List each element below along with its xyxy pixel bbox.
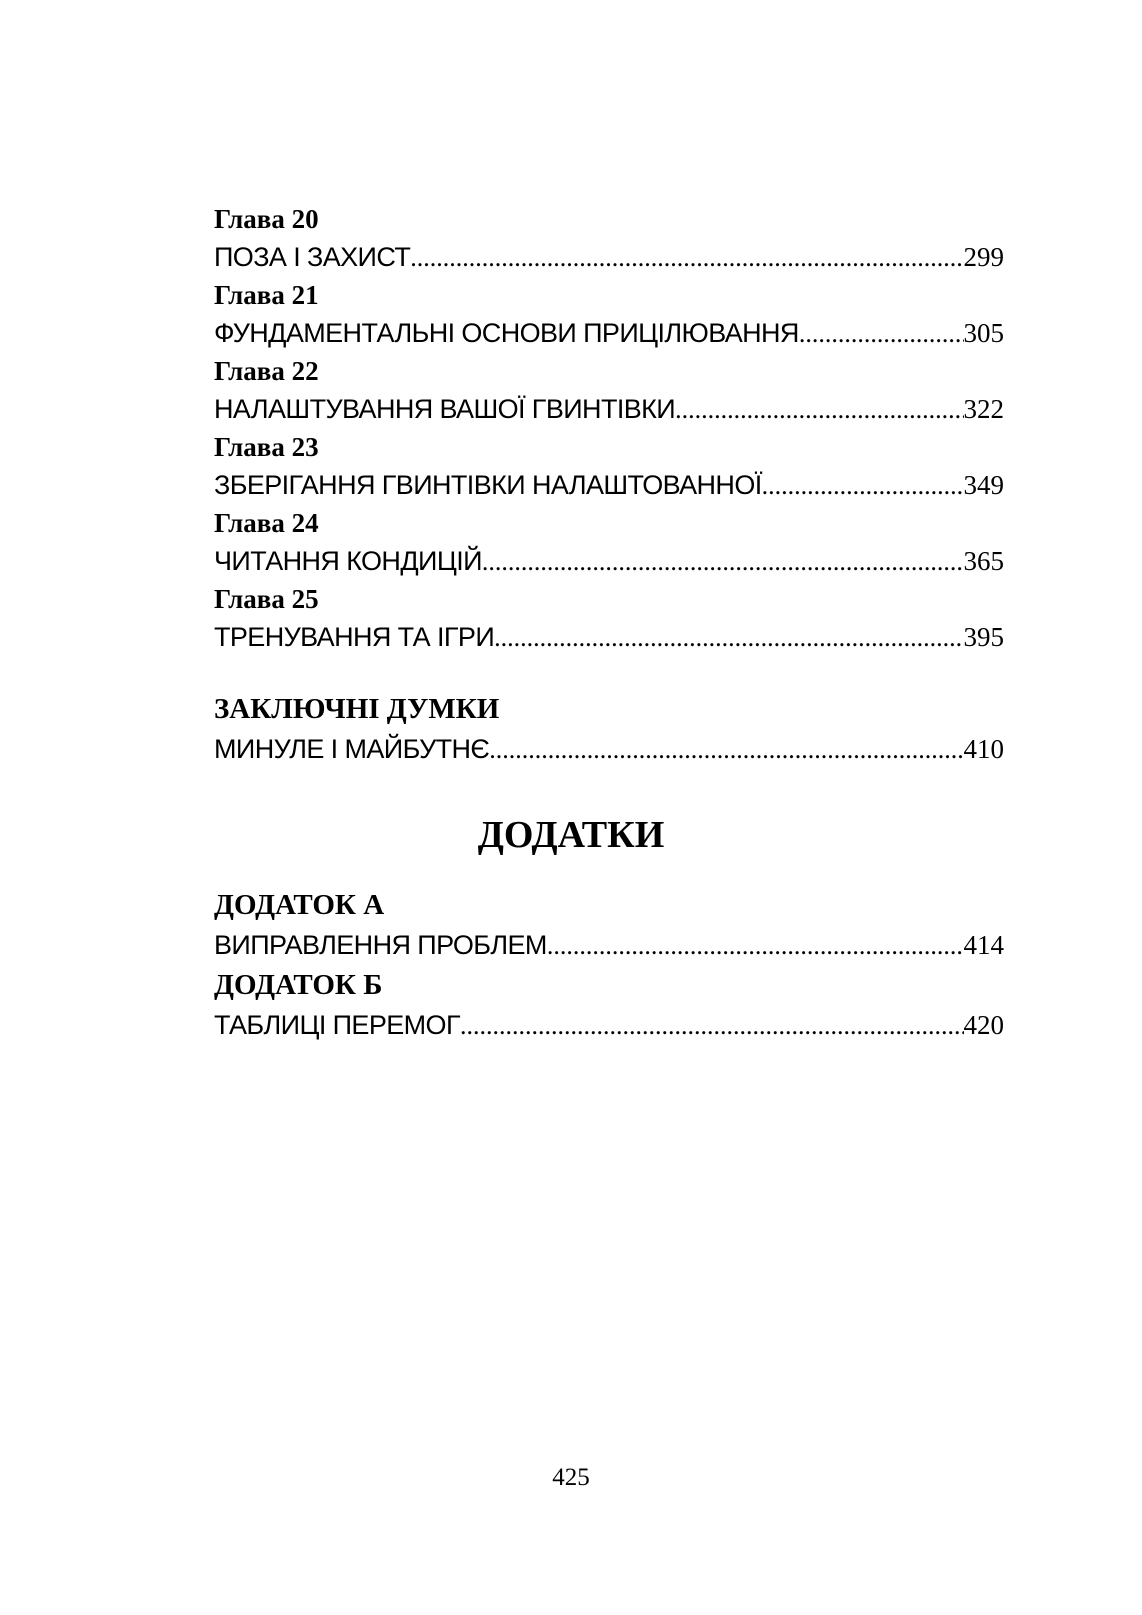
entry-page-number: 395	[963, 622, 1004, 652]
chapter-label: Глава 24	[214, 508, 319, 538]
entry-title: МИНУЛЕ І МАЙБУТНЄ	[214, 734, 490, 764]
entry-page-number: 420	[963, 1010, 1004, 1040]
entry-page-number: 322	[963, 394, 1004, 424]
entry-title: ФУНДАМЕНТАЛЬНІ ОСНОВИ ПРИЦІЛЮВАННЯ	[214, 318, 799, 348]
toc-entry[interactable]	[214, 464, 1004, 506]
toc-closing-thoughts	[214, 690, 1004, 770]
entry-title: ТАБЛИЦІ ПЕРЕМОГ	[214, 1010, 460, 1040]
chapter-label: Глава 22	[214, 356, 319, 386]
toc-chapter-21	[214, 278, 1004, 354]
entry-title: НАЛАШТУВАННЯ ВАШОЇ ГВИНТІВКИ	[214, 394, 676, 424]
table-of-contents	[214, 202, 1004, 770]
toc-chapter-23	[214, 430, 1004, 506]
toc-chapter-24	[214, 506, 1004, 582]
appendices-title: ДОДАТКИ	[477, 814, 665, 856]
toc-chapter-22	[214, 354, 1004, 430]
dot-leader	[482, 541, 964, 583]
dot-leader	[410, 237, 963, 279]
entry-page-number: 365	[963, 546, 1004, 576]
chapter-label: Глава 23	[214, 432, 319, 462]
entry-page-number: 299	[963, 242, 1004, 272]
entry-title: ВИПРАВЛЕННЯ ПРОБЛЕМ	[214, 930, 547, 960]
entry-title: ПОЗА І ЗАХИСТ	[214, 242, 411, 272]
appendix-b	[214, 966, 1004, 1046]
toc-entry[interactable]	[214, 728, 1004, 770]
dot-leader	[799, 313, 964, 355]
entry-title: ЧИТАННЯ КОНДИЦІЙ	[214, 546, 482, 576]
chapter-label: Глава 25	[214, 584, 319, 614]
toc-entry[interactable]	[214, 312, 1004, 354]
chapter-label: Глава 20	[214, 204, 319, 234]
dot-leader	[547, 925, 964, 967]
dot-leader	[494, 617, 963, 659]
dot-leader	[489, 729, 963, 771]
toc-entry[interactable]	[214, 388, 1004, 430]
spacer	[214, 658, 1004, 690]
toc-chapter-20	[214, 202, 1004, 278]
section-heading: ЗАКЛЮЧНІ ДУМКИ	[214, 693, 500, 725]
toc-entry[interactable]	[214, 924, 1004, 966]
entry-title: ТРЕНУВАННЯ ТА ІГРИ	[214, 622, 495, 652]
chapter-label: Глава 21	[214, 280, 319, 310]
appendix-label: ДОДАТОК Б	[214, 969, 383, 1001]
entry-page-number: 414	[963, 930, 1004, 960]
entry-page-number: 410	[963, 734, 1004, 764]
toc-entry[interactable]	[214, 540, 1004, 582]
entry-title: ЗБЕРІГАННЯ ГВИНТІВКИ НАЛАШТОВАННОЇ	[214, 470, 762, 500]
toc-chapter-25	[214, 582, 1004, 658]
dot-leader	[762, 465, 964, 507]
entry-page-number: 349	[963, 470, 1004, 500]
appendix-a	[214, 886, 1004, 966]
page-number: 425	[552, 1464, 590, 1491]
dot-leader	[675, 389, 963, 431]
toc-entry[interactable]	[214, 616, 1004, 658]
appendix-label: ДОДАТОК А	[214, 889, 385, 921]
entry-page-number: 305	[963, 318, 1004, 348]
appendices-list	[214, 886, 1004, 1046]
dot-leader	[460, 1005, 964, 1047]
toc-entry[interactable]	[214, 236, 1004, 278]
toc-entry[interactable]	[214, 1004, 1004, 1046]
